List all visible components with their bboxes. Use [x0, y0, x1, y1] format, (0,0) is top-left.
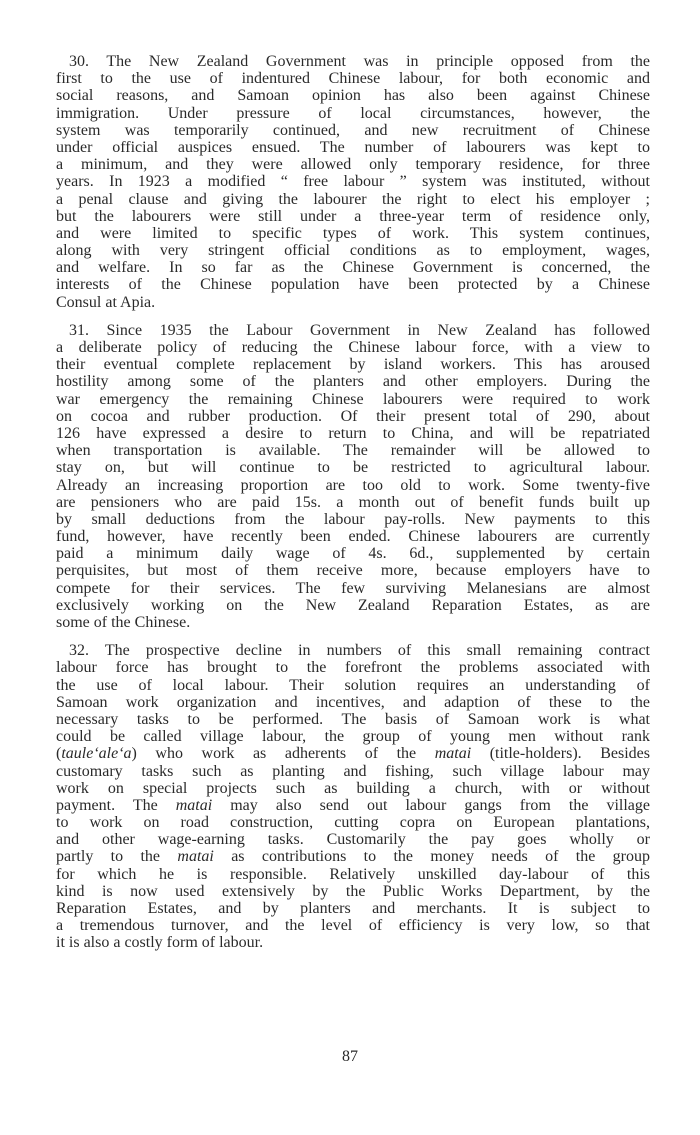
text-line: exclusively working on the New Zealand Reparation Estates, as are — [56, 596, 650, 614]
text-line: fund, however, have recently been ended. Chinese labourers are currently — [56, 528, 650, 546]
text-segment: may also send out labour gangs from the village — [212, 796, 650, 814]
text-line: 126 have expressed a desire to return to China, and will be repatriated — [56, 424, 650, 442]
text-line: war emergency the remaining Chinese labourers were required to work — [56, 390, 650, 408]
text-line: 30. The New Zealand Government was in principle opposed from the — [69, 53, 650, 70]
text-line: along with very stringent official conditions as to employment, wages, — [56, 242, 650, 260]
text-line: it is also a costly form of labour. — [56, 934, 264, 952]
text-line: 32. The prospective decline in numbers of this small remaining contract — [69, 642, 650, 660]
text-line: social reasons, and Samoan opinion has also been against Chinese — [56, 87, 650, 105]
text-line: some of the Chinese. — [56, 614, 191, 631]
text-line: paid a minimum daily wage of 4s. 6d., supplemented by certain — [56, 545, 650, 563]
text-line: by small deductions from the labour pay-rolls. New payments to this — [56, 510, 650, 528]
text-segment: ( — [56, 745, 62, 763]
text-line: work on special projects such as building a church, with or without — [56, 779, 650, 797]
text-line: Reparation Estates, and by planters and merchants. It is subject to — [56, 900, 650, 917]
text-line: and welfare. In so far as the Chinese Government is concerned, the — [56, 259, 650, 277]
text-line: a minimum, and they were allowed only temporary residence, for three — [56, 156, 650, 174]
text-line: under official auspices ensued. The number of labourers was kept to — [56, 138, 650, 156]
text-line — [56, 745, 650, 762]
text-line: compete for their services. The few surviving Melanesians are almost — [56, 579, 650, 597]
text-line: kind is now used extensively by the Public Works Department, by the — [56, 882, 650, 900]
text-line: a tremendous turnover, and the level of efficiency is very low, so that — [56, 917, 650, 935]
text-line: a deliberate policy of reducing the Chinese labour force, with a view to — [56, 339, 650, 356]
paragraph-32 — [56, 642, 650, 951]
paragraph-31 — [56, 322, 650, 631]
paragraph-30 — [56, 53, 650, 311]
italic-term: matai — [177, 848, 214, 866]
text-line: interests of the Chinese population have been protected by a Chinese — [56, 276, 650, 294]
text-line: for which he is responsible. Relatively unskilled day-labour of this — [56, 865, 650, 883]
italic-term: matai — [434, 745, 472, 763]
text-line: a penal clause and giving the labourer the right to elect his employer ; — [56, 190, 650, 208]
document-body — [56, 53, 650, 963]
text-line: are pensioners who are paid 15s. a month out of benefit funds built up — [56, 493, 650, 511]
text-line: could be called village labour, the group of young men without rank — [56, 728, 650, 746]
text-line: on cocoa and rubber production. Of their present total of 290, about — [56, 407, 650, 425]
text-line: immigration. Under pressure of local circumstances, however, the — [56, 104, 650, 122]
text-line: necessary tasks to be performed. The basis of Samoan work is what — [56, 710, 650, 728]
text-line: but the labourers were still under a three-year term of residence only, — [56, 207, 650, 225]
text-line: labour force has brought to the forefront the problems associated with — [56, 659, 650, 677]
text-segment: payment. The — [56, 796, 176, 814]
text-line: and other wage-earning tasks. Customarily the pay goes wholly or — [56, 831, 650, 849]
text-segment: as contributions to the money needs of the group — [213, 848, 651, 866]
text-line — [56, 797, 650, 814]
text-line: Samoan work organization and incentives, and adaption of these to the — [56, 693, 650, 711]
text-line: stay on, but will continue to be restricted to agricultural labour. — [56, 459, 650, 477]
text-line: their eventual complete replacement by island workers. This has aroused — [56, 356, 650, 374]
text-line: 31. Since 1935 the Labour Government in New Zealand has followed — [69, 321, 650, 339]
italic-term: matai — [175, 796, 213, 814]
text-line: Already an increasing proportion are too old to work. Some twenty-five — [56, 476, 650, 494]
text-line: customary tasks such as planting and fishing, such village labour may — [56, 762, 650, 780]
text-line: the use of local labour. Their solution requires an understanding of — [56, 676, 650, 694]
text-line: and were limited to specific types of work. This system continues, — [56, 224, 650, 242]
text-line — [56, 848, 650, 865]
text-segment: ) who work as adherents of the — [131, 745, 435, 763]
text-line: years. In 1923 a modified “ free labour ” system was instituted, without — [56, 173, 650, 191]
text-line: system was temporarily continued, and new recruitment of Chinese — [56, 121, 650, 139]
text-line: Consul at Apia. — [56, 293, 156, 311]
page-number: 87 — [342, 1048, 358, 1065]
text-line: perquisites, but most of them receive more, because employers have to — [56, 562, 650, 580]
text-line: first to the use of indentured Chinese labour, for both economic and — [56, 70, 650, 88]
italic-term: taule‘ale‘a — [61, 745, 132, 763]
text-line: when transportation is available. The remainder will be allowed to — [56, 442, 650, 460]
text-segment: (title-holders). Besides — [471, 745, 650, 763]
text-line: to work on road construction, cutting copra on European plantations, — [56, 814, 650, 832]
text-line: hostility among some of the planters and other employers. During the — [56, 373, 650, 391]
text-segment: partly to the — [56, 848, 178, 866]
